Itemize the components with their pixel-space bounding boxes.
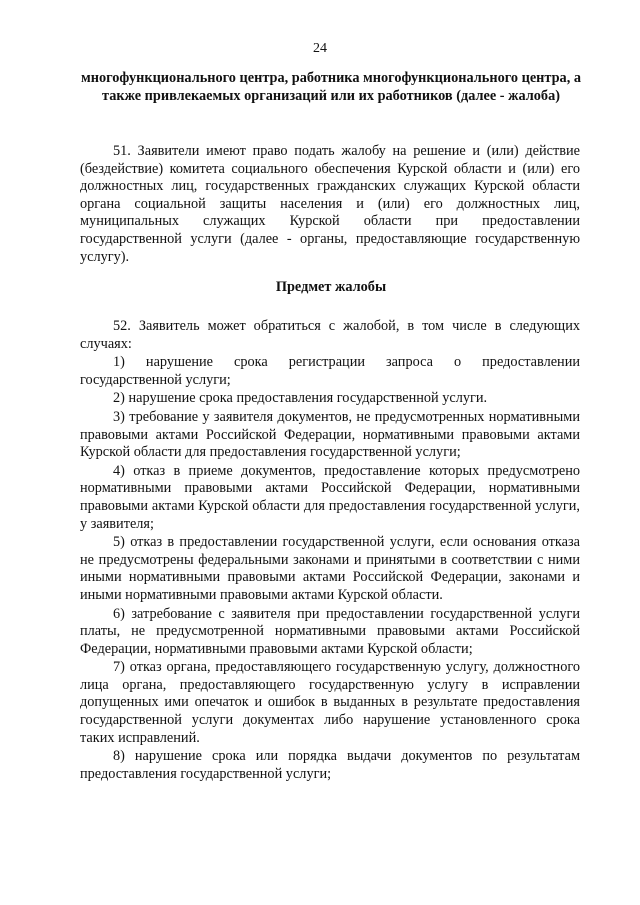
list-item: 6) затребование с заявителя при предоставлении государственной услуги платы, не предусмотренной нормативными правовыми актами Российской Федерации, нормативными правовыми актами Курской области; <box>80 605 580 657</box>
subheading-complaint-subject: Предмет жалобы <box>275 279 387 295</box>
list-item: 52. Заявитель может обратиться с жалобой, в том числе в следующих случаях: <box>80 318 580 352</box>
list-item: 5) отказ в предоставлении государственной услуги, если основания отказа не предусмотрены федеральными законами и принятыми в соответствии с ними иными нормативными правовыми актами Российской Федерации, законами и иными нормативными правовыми актами Курской области. <box>80 534 580 603</box>
list-item: 2) нарушение срока предоставления государственной услуги. <box>113 390 488 407</box>
page-number: 24 <box>313 41 327 56</box>
complaint-cases-list <box>80 318 580 784</box>
list-item: 3) требование у заявителя документов, не предусмотренных нормативными правовыми актами Российской Федерации, нормативными правовыми актами Курской области для предоставления государственной услуги; <box>80 408 580 461</box>
list-item: 4) отказ в приеме документов, предоставление которых предусмотрено нормативными правовыми актами Российской Федерации, нормативными правовыми актами Курской области для предоставления государственной услуги, у заявителя; <box>80 462 580 532</box>
paragraph-51: 51. Заявители имеют право подать жалобу на решение и (или) действие (бездействие) комитета социального обеспечения Курской области и (или) его должностных лиц, государственных гражданских служащих Курской области органа социальной защиты населения и (или) его должностных лиц, муниципальных служащих Курской области при предоставлении государственной услуги (далее - органы, предоставляющие государственную услугу). <box>80 143 580 265</box>
list-item: 1) нарушение срока регистрации запроса о предоставлении государственной услуги; <box>80 354 580 388</box>
list-item: 8) нарушение срока или порядка выдачи документов по результатам предоставления государственной услуги; <box>80 748 580 782</box>
list-item: 7) отказ органа, предоставляющего государственную услугу, должностного лица органа, предоставляющего государственную услугу в исправлении допущенных ими опечаток и ошибок в выданных в результате предоставления государственной услуги документах либо нарушение установленного срока таких исправлений. <box>80 659 580 746</box>
section-heading: многофункционального центра, работника многофункционального центра, а также привлекаемых организаций или их работников (далее - жалоба) <box>81 70 581 104</box>
